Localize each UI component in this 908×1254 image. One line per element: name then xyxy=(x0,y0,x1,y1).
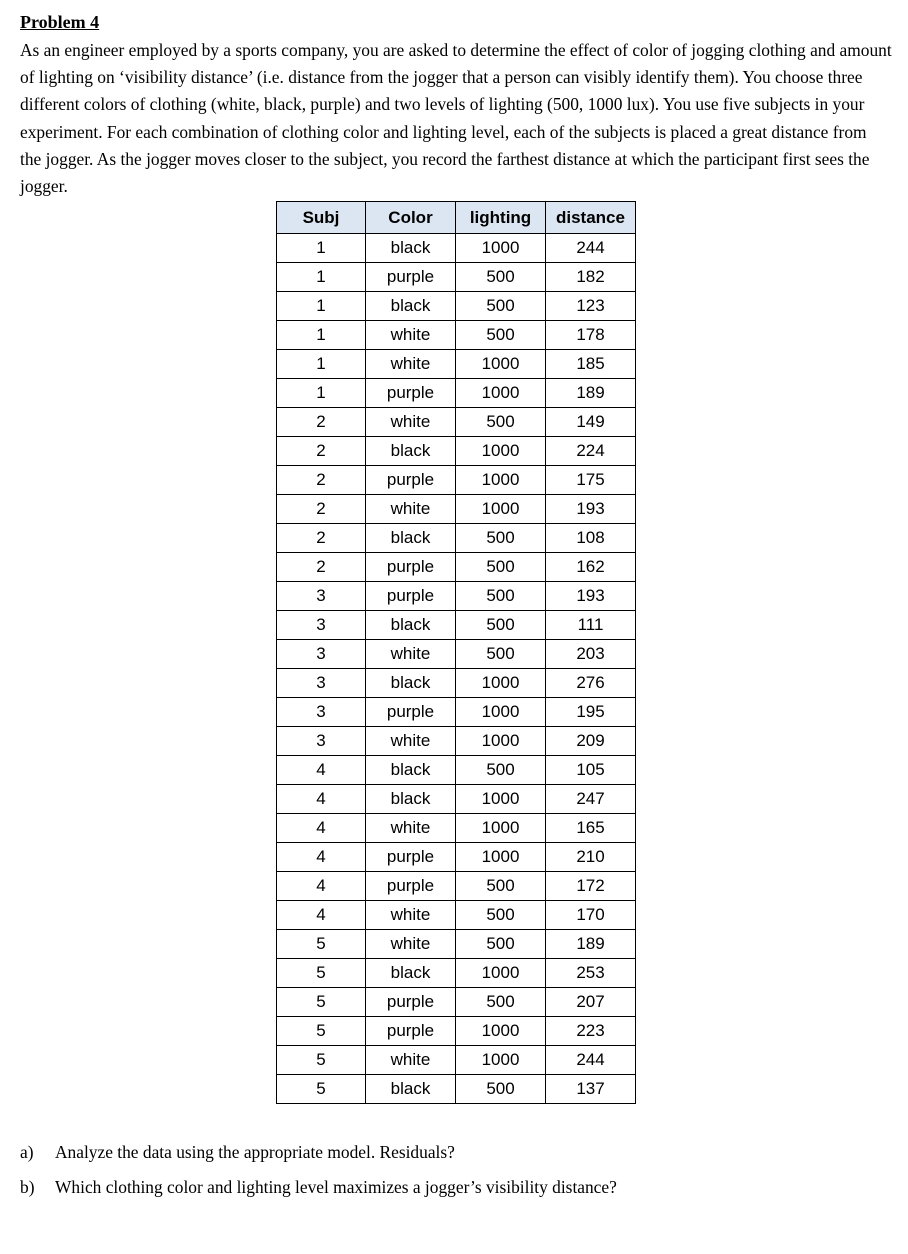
table-row xyxy=(277,234,636,263)
cell-color: black xyxy=(366,524,456,553)
cell-color: purple xyxy=(366,843,456,872)
cell-lighting: 500 xyxy=(456,408,546,437)
cell-subj: 4 xyxy=(277,843,366,872)
cell-lighting: 1000 xyxy=(456,495,546,524)
cell-subj: 1 xyxy=(277,379,366,408)
table-row xyxy=(277,727,636,756)
table-row xyxy=(277,553,636,582)
table-row xyxy=(277,524,636,553)
cell-subj: 5 xyxy=(277,1075,366,1104)
cell-subj: 1 xyxy=(277,321,366,350)
cell-color: black xyxy=(366,437,456,466)
table-row xyxy=(277,350,636,379)
cell-distance: 182 xyxy=(546,263,636,292)
table-row xyxy=(277,814,636,843)
cell-subj: 5 xyxy=(277,1046,366,1075)
cell-color: purple xyxy=(366,553,456,582)
table-row xyxy=(277,466,636,495)
cell-color: white xyxy=(366,640,456,669)
cell-subj: 5 xyxy=(277,988,366,1017)
problem-description: As an engineer employed by a sports company, you are asked to determine the effect of color of jogging clothing and amount of lighting on ‘visibility distance’ (i.e. distance from the jogger that a person can visibly identify them). You choose three different colors of clothing (white, black, purple) and two levels of lighting (500, 1000 lux). You use five subjects in your experiment. For each combination of clothing color and lighting level, each of the subjects is placed a great distance from the jogger. As the jogger moves closer to the subject, you record the farthest distance at which the participant first sees the jogger. xyxy=(20,40,892,197)
cell-lighting: 1000 xyxy=(456,1017,546,1046)
cell-lighting: 1000 xyxy=(456,814,546,843)
cell-distance: 244 xyxy=(546,1046,636,1075)
cell-lighting: 1000 xyxy=(456,234,546,263)
table-row xyxy=(277,901,636,930)
cell-color: black xyxy=(366,756,456,785)
cell-distance: 247 xyxy=(546,785,636,814)
table-header-row xyxy=(277,202,636,234)
cell-subj: 2 xyxy=(277,495,366,524)
cell-color: black xyxy=(366,669,456,698)
cell-subj: 3 xyxy=(277,698,366,727)
cell-color: white xyxy=(366,1046,456,1075)
cell-lighting: 1000 xyxy=(456,843,546,872)
table-body xyxy=(277,234,636,1104)
cell-distance: 175 xyxy=(546,466,636,495)
table-row xyxy=(277,785,636,814)
cell-lighting: 1000 xyxy=(456,727,546,756)
cell-color: white xyxy=(366,814,456,843)
cell-lighting: 500 xyxy=(456,930,546,959)
cell-subj: 4 xyxy=(277,785,366,814)
cell-subj: 5 xyxy=(277,959,366,988)
cell-subj: 4 xyxy=(277,814,366,843)
cell-distance: 223 xyxy=(546,1017,636,1046)
cell-lighting: 1000 xyxy=(456,379,546,408)
table-row xyxy=(277,872,636,901)
cell-distance: 189 xyxy=(546,379,636,408)
cell-subj: 2 xyxy=(277,553,366,582)
cell-color: purple xyxy=(366,1017,456,1046)
cell-distance: 170 xyxy=(546,901,636,930)
problem-title: Problem 4 xyxy=(20,12,100,32)
cell-subj: 5 xyxy=(277,930,366,959)
table-row xyxy=(277,988,636,1017)
cell-distance: 224 xyxy=(546,437,636,466)
header-distance: distance xyxy=(546,202,636,234)
cell-color: white xyxy=(366,321,456,350)
cell-subj: 3 xyxy=(277,640,366,669)
cell-distance: 108 xyxy=(546,524,636,553)
cell-subj: 5 xyxy=(277,1017,366,1046)
cell-distance: 111 xyxy=(546,611,636,640)
cell-lighting: 500 xyxy=(456,872,546,901)
cell-color: black xyxy=(366,292,456,321)
cell-subj: 1 xyxy=(277,234,366,263)
cell-color: white xyxy=(366,350,456,379)
cell-color: white xyxy=(366,930,456,959)
question-text: Analyze the data using the appropriate model. Residuals? xyxy=(55,1142,455,1162)
cell-color: purple xyxy=(366,379,456,408)
question-marker: b) xyxy=(20,1177,35,1197)
table-row xyxy=(277,1075,636,1104)
cell-color: white xyxy=(366,901,456,930)
cell-distance: 172 xyxy=(546,872,636,901)
cell-distance: 178 xyxy=(546,321,636,350)
table-row xyxy=(277,1017,636,1046)
cell-distance: 244 xyxy=(546,234,636,263)
table-row xyxy=(277,408,636,437)
cell-color: white xyxy=(366,727,456,756)
cell-distance: 253 xyxy=(546,959,636,988)
cell-subj: 2 xyxy=(277,437,366,466)
cell-color: purple xyxy=(366,582,456,611)
question-item xyxy=(20,1139,890,1174)
cell-subj: 3 xyxy=(277,611,366,640)
cell-color: white xyxy=(366,495,456,524)
cell-subj: 3 xyxy=(277,669,366,698)
cell-distance: 209 xyxy=(546,727,636,756)
cell-lighting: 500 xyxy=(456,1075,546,1104)
cell-lighting: 1000 xyxy=(456,669,546,698)
cell-lighting: 500 xyxy=(456,292,546,321)
cell-lighting: 500 xyxy=(456,582,546,611)
cell-distance: 193 xyxy=(546,495,636,524)
cell-subj: 3 xyxy=(277,582,366,611)
question-list xyxy=(20,1139,890,1209)
table-row xyxy=(277,669,636,698)
table-row xyxy=(277,640,636,669)
cell-distance: 193 xyxy=(546,582,636,611)
cell-lighting: 1000 xyxy=(456,959,546,988)
cell-distance: 276 xyxy=(546,669,636,698)
cell-lighting: 1000 xyxy=(456,785,546,814)
question-item xyxy=(20,1174,890,1209)
table-row xyxy=(277,321,636,350)
cell-subj: 2 xyxy=(277,466,366,495)
question-text: Which clothing color and lighting level maximizes a jogger’s visibility distance? xyxy=(55,1177,617,1197)
table-row xyxy=(277,611,636,640)
cell-distance: 195 xyxy=(546,698,636,727)
cell-lighting: 500 xyxy=(456,611,546,640)
cell-color: black xyxy=(366,959,456,988)
cell-lighting: 500 xyxy=(456,901,546,930)
table-row xyxy=(277,959,636,988)
cell-distance: 123 xyxy=(546,292,636,321)
cell-subj: 1 xyxy=(277,263,366,292)
table-row xyxy=(277,495,636,524)
cell-lighting: 500 xyxy=(456,321,546,350)
cell-lighting: 500 xyxy=(456,263,546,292)
table-row xyxy=(277,582,636,611)
cell-color: black xyxy=(366,785,456,814)
cell-color: purple xyxy=(366,698,456,727)
data-table xyxy=(276,201,636,1104)
cell-lighting: 1000 xyxy=(456,437,546,466)
cell-color: purple xyxy=(366,988,456,1017)
header-lighting: lighting xyxy=(456,202,546,234)
cell-subj: 4 xyxy=(277,901,366,930)
cell-subj: 3 xyxy=(277,727,366,756)
cell-distance: 189 xyxy=(546,930,636,959)
table-row xyxy=(277,292,636,321)
cell-distance: 185 xyxy=(546,350,636,379)
cell-subj: 4 xyxy=(277,756,366,785)
cell-distance: 203 xyxy=(546,640,636,669)
header-color: Color xyxy=(366,202,456,234)
cell-distance: 105 xyxy=(546,756,636,785)
cell-distance: 137 xyxy=(546,1075,636,1104)
cell-distance: 149 xyxy=(546,408,636,437)
cell-subj: 1 xyxy=(277,350,366,379)
cell-lighting: 500 xyxy=(456,640,546,669)
cell-subj: 4 xyxy=(277,872,366,901)
table-row xyxy=(277,263,636,292)
cell-color: purple xyxy=(366,466,456,495)
cell-lighting: 500 xyxy=(456,553,546,582)
table-row xyxy=(277,930,636,959)
table-row xyxy=(277,437,636,466)
cell-color: black xyxy=(366,234,456,263)
cell-lighting: 1000 xyxy=(456,698,546,727)
cell-color: purple xyxy=(366,263,456,292)
cell-lighting: 500 xyxy=(456,756,546,785)
cell-lighting: 1000 xyxy=(456,350,546,379)
table-row xyxy=(277,379,636,408)
cell-subj: 1 xyxy=(277,292,366,321)
question-marker: a) xyxy=(20,1142,34,1162)
table-row xyxy=(277,843,636,872)
cell-lighting: 1000 xyxy=(456,1046,546,1075)
cell-color: white xyxy=(366,408,456,437)
cell-distance: 207 xyxy=(546,988,636,1017)
table-row xyxy=(277,698,636,727)
cell-lighting: 500 xyxy=(456,988,546,1017)
cell-color: purple xyxy=(366,872,456,901)
cell-lighting: 500 xyxy=(456,524,546,553)
cell-subj: 2 xyxy=(277,408,366,437)
cell-subj: 2 xyxy=(277,524,366,553)
cell-color: black xyxy=(366,1075,456,1104)
cell-color: black xyxy=(366,611,456,640)
table-row xyxy=(277,1046,636,1075)
cell-distance: 162 xyxy=(546,553,636,582)
header-subj: Subj xyxy=(277,202,366,234)
cell-distance: 165 xyxy=(546,814,636,843)
cell-lighting: 1000 xyxy=(456,466,546,495)
table-row xyxy=(277,756,636,785)
cell-distance: 210 xyxy=(546,843,636,872)
